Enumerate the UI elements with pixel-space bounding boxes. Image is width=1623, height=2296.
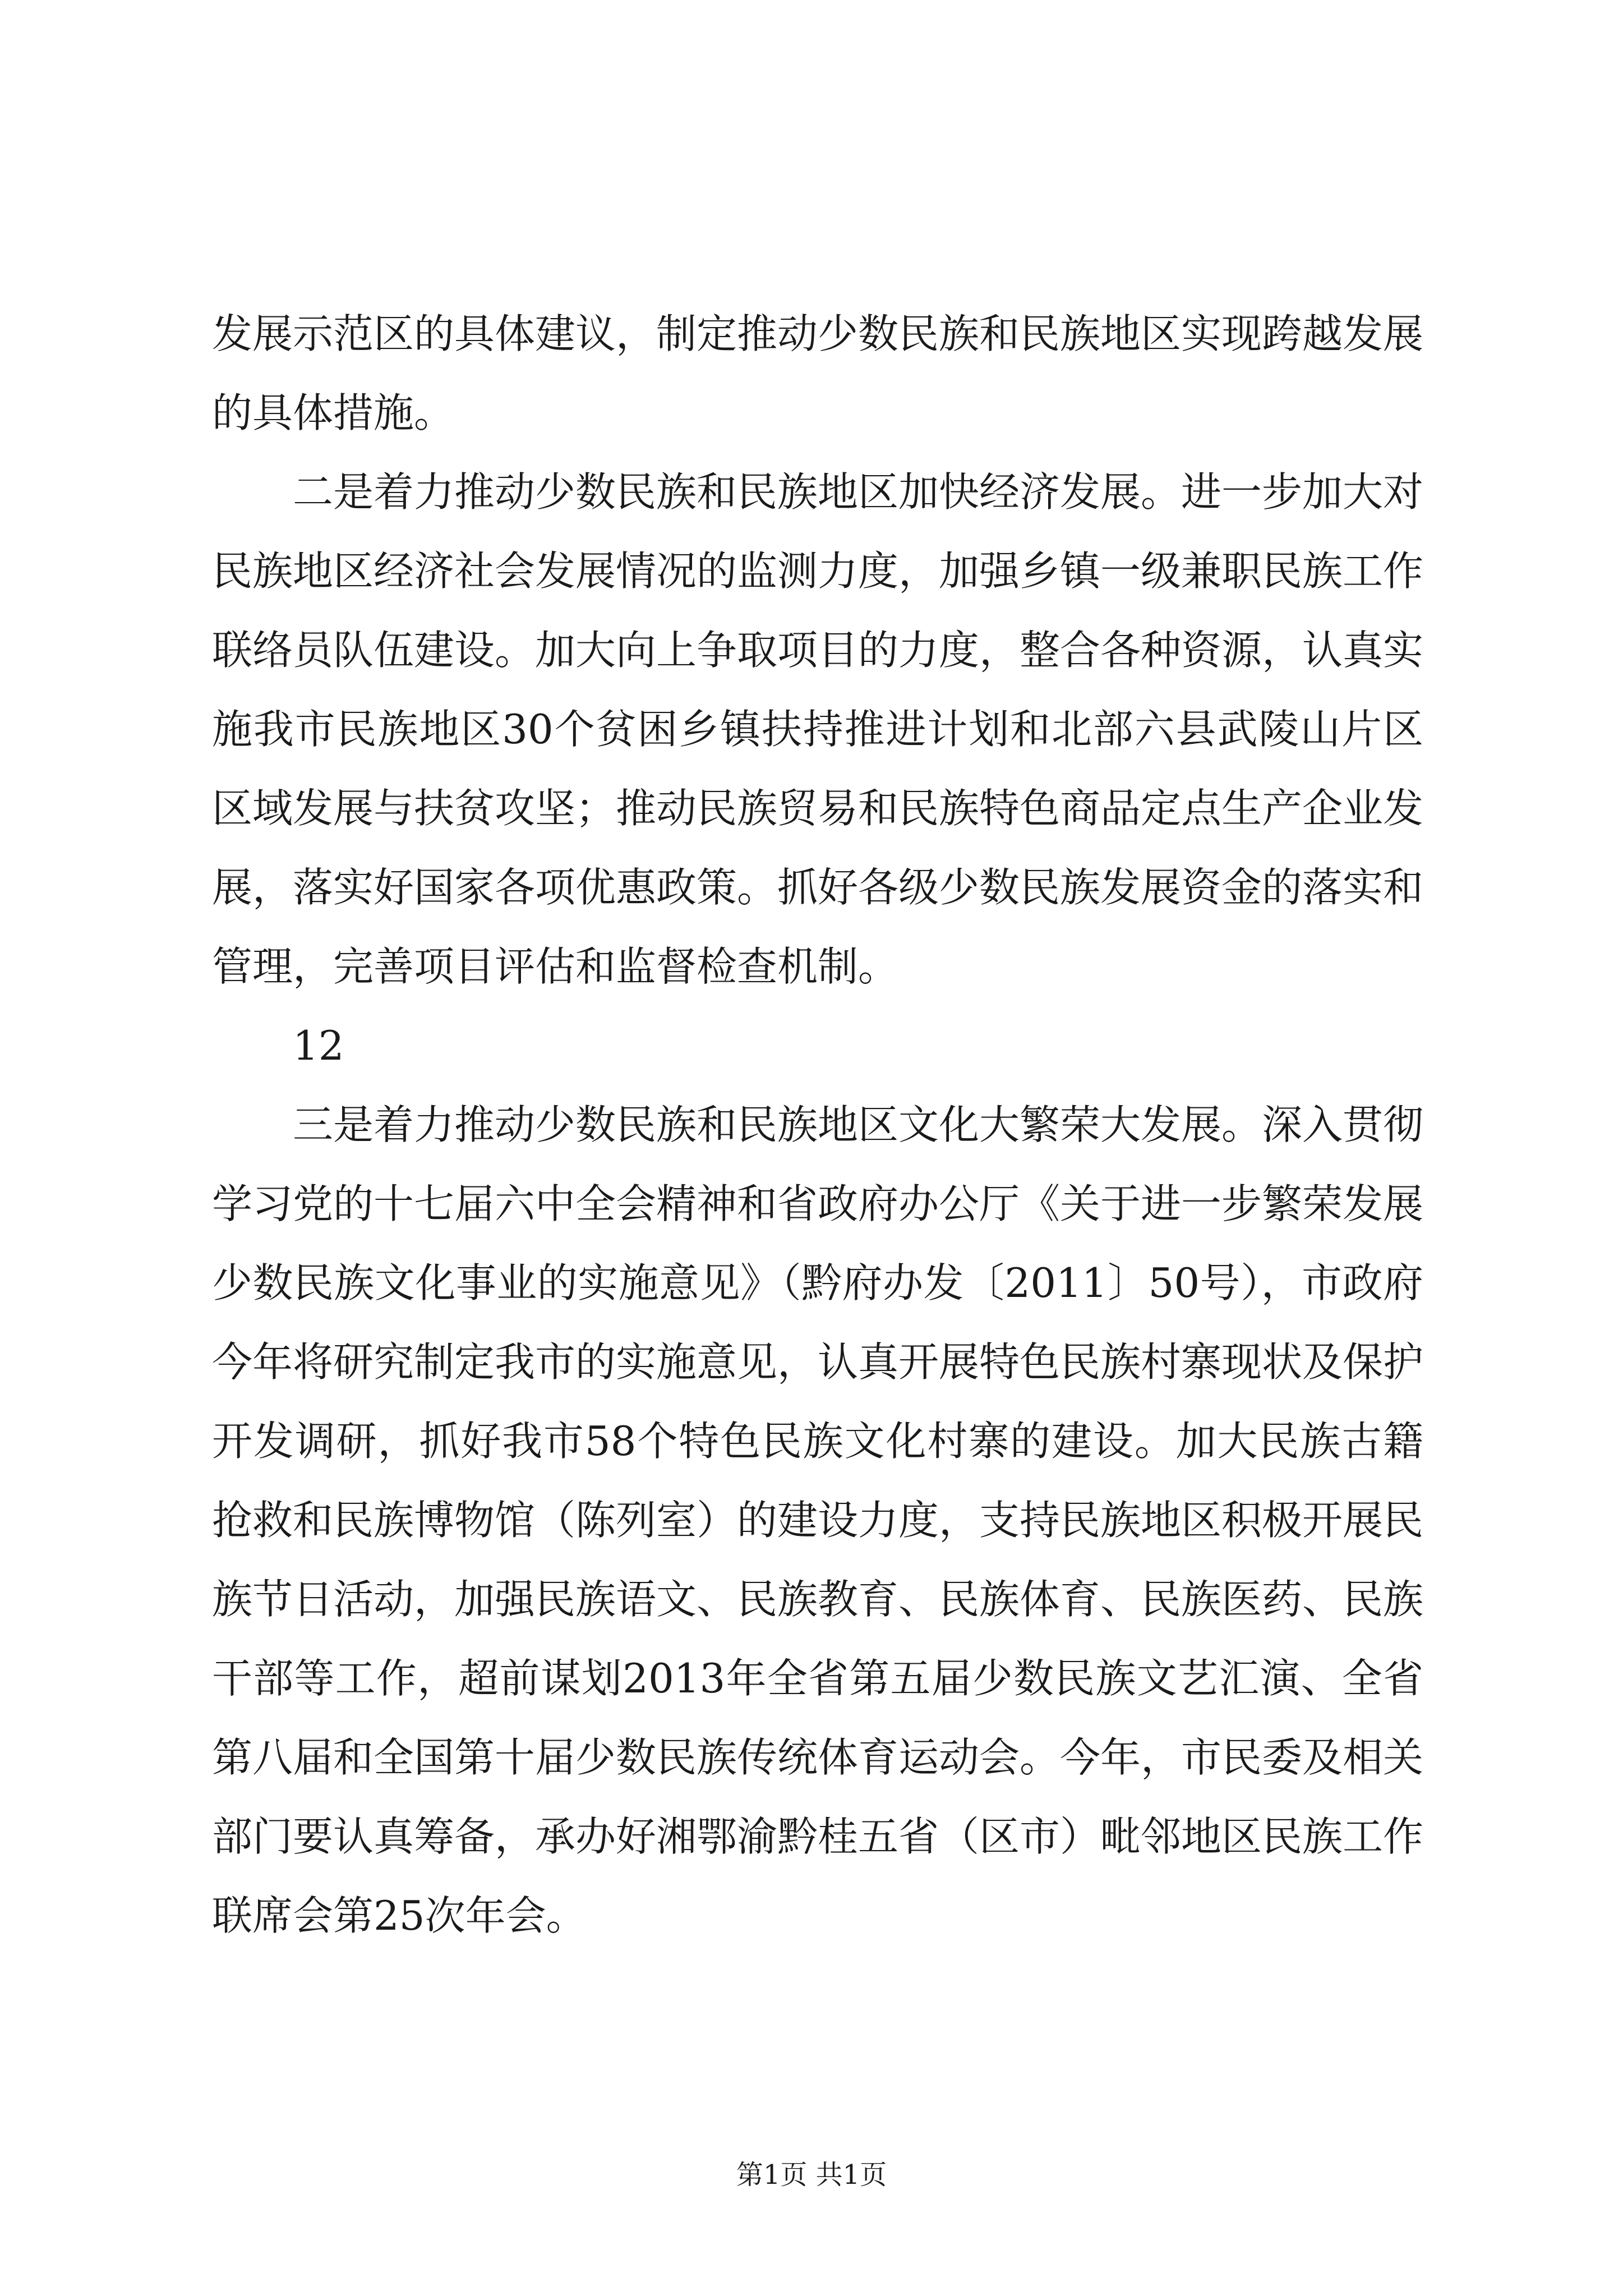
paragraph-continued: 发展示范区的具体建议，制定推动少数民族和民族地区实现跨越发展的具体措施。	[212, 310, 1424, 436]
document-body	[212, 295, 1423, 1955]
paragraph-number: 12	[293, 1022, 344, 1069]
paragraph-cultural-development: 三是着力推动少数民族和民族地区文化大繁荣大发展。深入贯彻学习党的十七届六中全会精神和省政府办公厅《关于进一步繁荣发展少数民族文化事业的实施意见》（黔府办发〔2011〕50号），市政府今年将研究制定我市的实施意见，认真开展特色民族村寨现状及保护开发调研，抓好我市58个特色民族文化村寨的建设。加大民族古籍抢救和民族博物馆（陈列室）的建设力度，支持民族地区积极开展民族节日活动，加强民族语文、民族教育、民族体育、民族医药、民族干部等工作，超前谋划2013年全省第五届少数民族文艺汇演、全省第八届和全国第十届少数民族传统体育运动会。今年，市民委及相关部门要认真筹备，承办好湘鄂渝黔桂五省（区市）毗邻地区民族工作联席会第25次年会。	[212, 1101, 1424, 1939]
paragraph-economic-development: 二是着力推动少数民族和民族地区加快经济发展。进一步加大对民族地区经济社会发展情况的监测力度，加强乡镇一级兼职民族工作联络员队伍建设。加大向上争取项目的力度，整合各种资源，认真实施我市民族地区30个贫困乡镇扶持推进计划和北部六县武陵山片区区域发展与扶贫攻坚；推动民族贸易和民族特色商品定点生产企业发展，落实好国家各项优惠政策。抓好各级少数民族发展资金的落实和管理，完善项目评估和监督检查机制。	[212, 468, 1424, 990]
page-footer: 第1页 共1页	[736, 2159, 887, 2191]
